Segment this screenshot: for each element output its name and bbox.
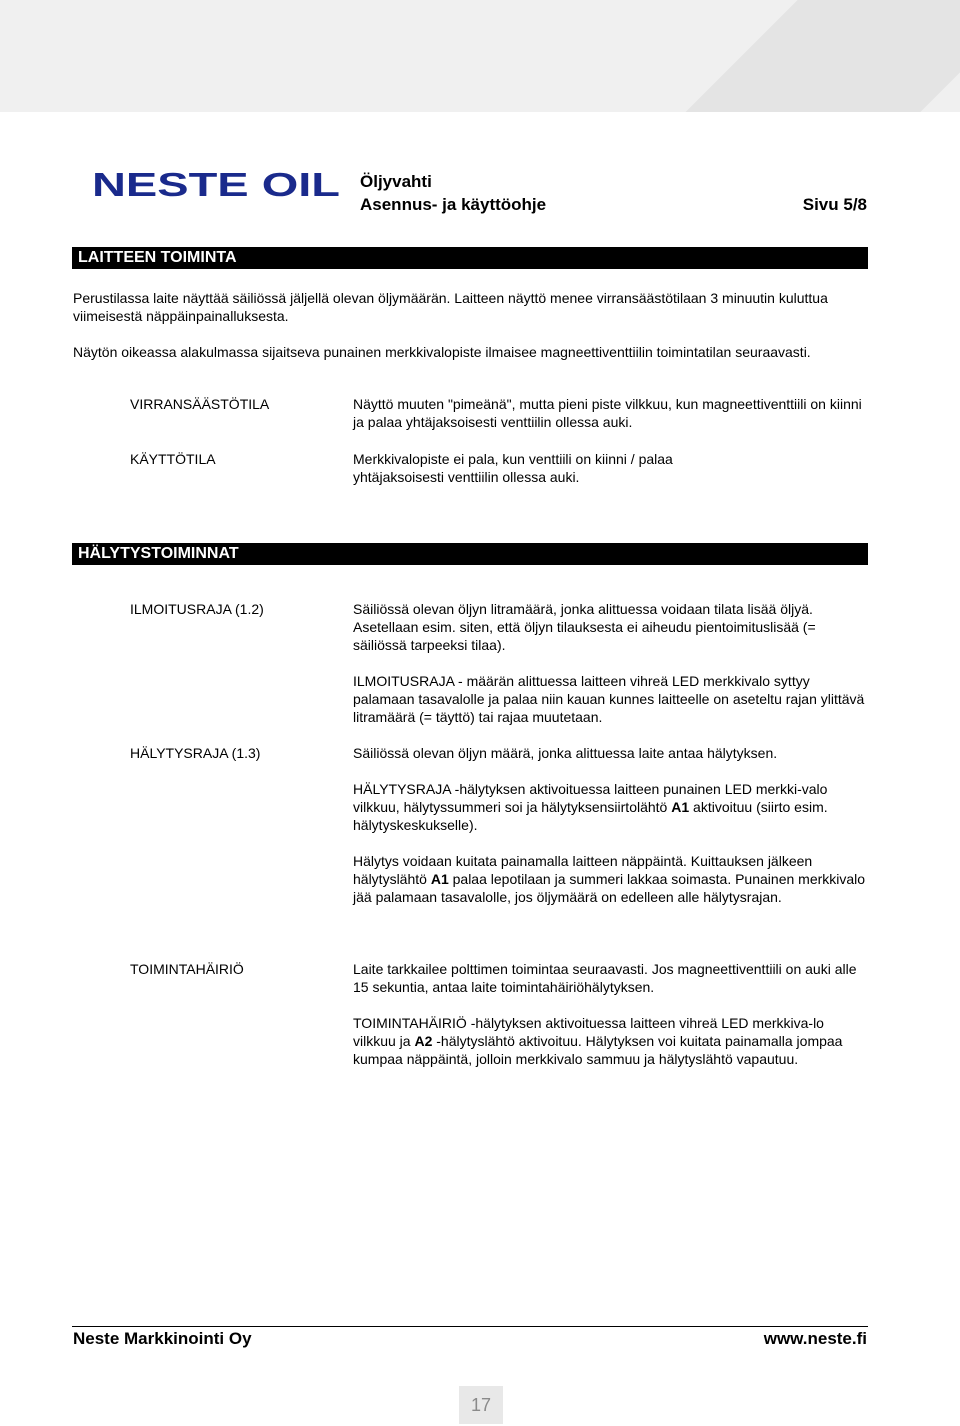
- toimintahairio-paragraph-2: TOIMINTAHÄIRIÖ -hälytyksen aktivoituessa laitteen vihreä LED merkkiva-lo vilkkuu ja A2 -hälytyslähtö aktivoituu. Hälytyksen voi kuitata painamalla jompaa kumpaa näppäintä, jolloin merkkivalo sammuu ja hälytyslähtö vapautuu.: [353, 1015, 843, 1067]
- halytysraja-paragraph-1: Säiliössä olevan öljyn määrä, jonka alittuessa laite antaa hälytyksen.: [353, 745, 778, 761]
- top-gray-band: [0, 0, 960, 112]
- halytysraja-description: [353, 744, 873, 762]
- halytysraja-paragraph-2: HÄLYTYSRAJA -hälytyksen aktivoituessa laitteen punainen LED merkki-valo vilkkuu, hälytyssummeri soi ja hälytyksensiirtolähtö A1 aktivoituu (siirto esim. hälytyskeskukselle).: [353, 781, 828, 833]
- output-a2-label: A2: [414, 1033, 433, 1049]
- ilmoitusraja-description: [353, 600, 873, 654]
- ilmoitusraja-paragraph-1: Säiliössä olevan öljyn litramäärä, jonka alittuessa voidaan tilata lisää öljyä. Asetellaan esim. siten, että öljyn tilauksesta ei aiheudu pientoimituslisää (= säiliössä tarpeeksi tilaa).: [353, 601, 816, 653]
- mode-description-kaytto: Merkkivalopiste ei pala, kun venttiili on kiinni / palaa yhtäjaksoisesti venttiilin ollessa auki.: [353, 451, 673, 485]
- alarm-label-toimintahairio: TOIMINTAHÄIRIÖ: [130, 961, 244, 977]
- alarm-label-halytysraja: HÄLYTYSRAJA (1.3): [130, 745, 261, 761]
- document-subtitle: Asennus- ja käyttöohje: [360, 195, 547, 214]
- page-reference: Sivu 5/8: [802, 195, 867, 214]
- mode-label-kaytto: KÄYTTÖTILA: [130, 451, 216, 467]
- toimintahairio-description: [353, 960, 873, 996]
- intro-paragraph: Perustilassa laite näyttää säiliössä jäljellä olevan öljymäärän. Laitteen näyttö menee virransäästötilaan 3 minuutin kuluttua viimeisestä näppäinpainalluksesta.: [73, 290, 828, 324]
- section-heading-halytystoiminnat: HÄLYTYSTOIMINNAT: [72, 543, 868, 565]
- footer-company: Neste Markkinointi Oy: [73, 1329, 252, 1348]
- ilmoitusraja-paragraph-2: ILMOITUSRAJA - määrän alittuessa laitteen vihreä LED merkkivalo syttyy palamaan tasavalolle ja palaa niin kauan kunnes laitteelle on aseteltu rajan ylittävä litramäärä (= täyttö) tai rajaa muutetaan.: [353, 673, 865, 725]
- halytysraja-detail: [353, 780, 863, 834]
- neste-oil-logo: [92, 168, 342, 200]
- halytysraja-paragraph-3: Hälytys voidaan kuitata painamalla laitteen näppäintä. Kuittauksen jälkeen hälytyslähtö A1 palaa lepotilaan ja summeri lakkaa soimasta. Punainen merkkivalo jää palamaan tasavalolle, jos öljymäärä on edelleen alle hälytysrajan.: [353, 853, 866, 905]
- toimintahairio-paragraph-1: Laite tarkkailee polttimen toimintaa seuraavasti. Jos magneettiventtiili on auki alle 15 sekuntia, antaa laite toimintahäiriöhälytyksen.: [353, 961, 857, 995]
- document-title: Öljyvahti: [360, 172, 432, 191]
- footer-divider: [72, 1326, 868, 1327]
- mode-label-virransaasto: VIRRANSÄÄSTÖTILA: [130, 396, 270, 412]
- svg-text:NESTE OIL: NESTE OIL: [92, 168, 340, 200]
- section-heading-laitteen-toiminta: LAITTEEN TOIMINTA: [72, 247, 868, 269]
- indicator-paragraph: Näytön oikeassa alakulmassa sijaitseva punainen merkkivalopiste ilmaisee magneettiventtiilin toimintatilan seuraavasti.: [73, 344, 811, 360]
- mode-description-virransaasto: Näyttö muuten "pimeänä", mutta pieni piste vilkkuu, kun magneettiventtiili on kiinni ja palaa yhtäjaksoisesti venttiilin ollessa auki.: [353, 396, 862, 430]
- ilmoitusraja-detail: [353, 672, 873, 726]
- toimintahairio-detail: [353, 1014, 868, 1068]
- alarm-label-ilmoitusraja: ILMOITUSRAJA (1.2): [130, 601, 264, 617]
- output-a1-label: A1: [671, 799, 690, 815]
- halytysraja-acknowledge: [353, 852, 868, 906]
- output-a1-label: A1: [430, 871, 449, 887]
- footer-website[interactable]: www.neste.fi: [763, 1329, 867, 1348]
- page-number-badge: 17: [459, 1386, 503, 1424]
